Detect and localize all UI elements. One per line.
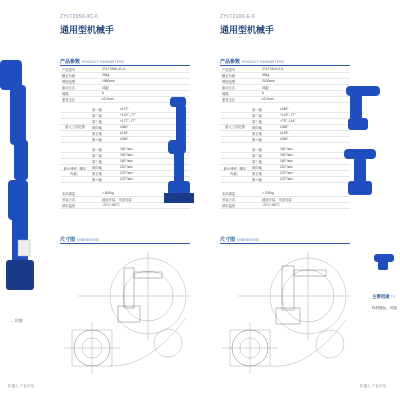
spec-value: 6 xyxy=(262,91,264,95)
spec-value: ≈ 700kg xyxy=(262,191,274,195)
axis-label: 第一轴 xyxy=(92,108,102,112)
right-dim-heading xyxy=(220,236,259,243)
axis-label: 第三轴 xyxy=(92,120,102,124)
spec-label: 轴数 xyxy=(222,92,229,96)
far-left-text: ... 切割 xyxy=(10,318,23,323)
spec-label: 额定负载 xyxy=(62,74,76,78)
left-robot-image xyxy=(150,95,196,205)
spec-label: 使用温度 xyxy=(62,204,76,208)
axis-value: ±115° xyxy=(120,131,129,135)
spec-label: 驱动方式 xyxy=(222,86,236,90)
axis-value: +75°,-144° xyxy=(280,119,296,123)
spec-value: 伺服 xyxy=(102,86,109,90)
speed-group-label: 最大速度（额定负载） xyxy=(63,167,87,176)
axis-label: 第六轴 xyxy=(92,138,102,142)
axis-value: ±125° xyxy=(280,131,289,135)
axis-label: 第三轴 xyxy=(252,160,262,164)
axis-label: 第一轴 xyxy=(252,148,262,152)
right-dim-title: 尺寸图 xyxy=(220,237,236,243)
far-right-sub: 物料搬运、焊接 xyxy=(372,306,398,310)
right-dim-rule xyxy=(220,243,350,244)
spec-label: 额定负载 xyxy=(222,74,236,78)
axis-value: ±360° xyxy=(120,125,129,129)
axis-value: 160°/sec xyxy=(280,147,293,151)
spec-value: ≈ 500kg xyxy=(102,191,114,195)
spec-value: 30kg xyxy=(102,73,110,77)
far-right-caption xyxy=(372,294,395,300)
right-robot-image-2 xyxy=(340,145,380,200)
axis-label: 第三轴 xyxy=(252,120,262,124)
spec-label: 臂展范围 xyxy=(222,80,236,84)
right-dim-title-en: DIMENSIONS xyxy=(237,238,260,242)
left-model-code: ZYLT2950-3C-6 xyxy=(60,14,99,20)
spec-value: 50kg xyxy=(262,73,270,77)
spec-value: 地面安装、吊顶安装 xyxy=(102,198,132,202)
spec-value: ±0.1mm xyxy=(102,97,114,101)
axis-value: 160°/sec xyxy=(280,159,293,163)
axis-label: 第二轴 xyxy=(92,154,102,158)
axis-value: 160°/sec xyxy=(120,159,133,163)
axis-label: 第五轴 xyxy=(252,132,262,136)
spec-value: ±0.1mm xyxy=(262,97,274,101)
left-spec-title: 产品参数 xyxy=(60,59,81,65)
spec-label: 轴数 xyxy=(62,92,69,96)
left-spec-title-en: PRODUCT PARAMETERS xyxy=(82,60,124,64)
axis-value: 222°/sec xyxy=(120,177,133,181)
axis-value: +140°,-77° xyxy=(280,113,296,117)
left-robot-photo xyxy=(0,40,34,300)
spec-label: 安装方式 xyxy=(62,198,76,202)
axis-value: ±170° xyxy=(120,107,129,111)
axis-value: ±180° xyxy=(280,107,289,111)
far-right-title-en: TY xyxy=(390,295,396,299)
far-right-title: 主要用途 xyxy=(372,294,390,299)
axis-value: +140°,-77° xyxy=(120,113,136,117)
axis-label: 第六轴 xyxy=(252,178,262,182)
spec-label: 产品型号 xyxy=(222,68,236,72)
axis-label: 第一轴 xyxy=(252,108,262,112)
spec-label: 重复定位 xyxy=(222,98,236,102)
axis-label: 第五轴 xyxy=(252,172,262,176)
spec-label: 安装方式 xyxy=(222,198,236,202)
spec-value: -20°C~60°C xyxy=(262,203,280,207)
spec-value: 6 xyxy=(102,91,104,95)
spec-value: 1960mm xyxy=(102,79,115,83)
spec-value: 地面安装、吊顶安装 xyxy=(262,198,292,202)
axis-label: 第四轴 xyxy=(92,126,102,130)
axis-value: 160°/sec xyxy=(120,153,133,157)
right-footer-text: 机器人 产业应用 xyxy=(360,384,387,388)
left-dimension-drawing xyxy=(58,248,193,378)
spec-value: -20°C~60°C xyxy=(102,203,120,207)
range-group-label: 最大工作范围 xyxy=(65,125,85,129)
axis-label: 第四轴 xyxy=(92,166,102,170)
axis-label: 第一轴 xyxy=(92,148,102,152)
speed-group-label: 最大速度（额定负载） xyxy=(223,167,247,176)
right-spec-title-en: PRODUCT PARAMETERS xyxy=(242,60,284,64)
right-model-code: ZYLT2100-E-6 xyxy=(220,14,255,20)
far-right-robot xyxy=(372,248,398,274)
spec-value: ZYLT2950-3C-6 xyxy=(102,67,126,71)
left-footer-text: 机器人 产业应用 xyxy=(8,384,35,388)
axis-label: 第四轴 xyxy=(252,126,262,130)
axis-value: 222°/sec xyxy=(280,165,293,169)
range-group-label: 最大工作范围 xyxy=(225,125,245,129)
spec-value: 伺服 xyxy=(262,86,269,90)
axis-label: 第五轴 xyxy=(92,132,102,136)
axis-value: 160°/sec xyxy=(120,147,133,151)
spec-label: 产品型号 xyxy=(62,68,76,72)
axis-value: ±360° xyxy=(280,125,289,129)
axis-label: 第二轴 xyxy=(252,154,262,158)
spec-label: 臂展范围 xyxy=(62,80,76,84)
left-page-title: 通用型机械手 xyxy=(60,25,115,35)
spec-label: 本体重量 xyxy=(62,192,76,196)
spec-label: 使用温度 xyxy=(222,204,236,208)
axis-label: 第二轴 xyxy=(252,114,262,118)
axis-label: 第四轴 xyxy=(252,166,262,170)
spec-value: ZYLT2100-E-6 xyxy=(262,67,284,71)
axis-label: 第二轴 xyxy=(92,114,102,118)
axis-value: ±360° xyxy=(280,137,289,141)
axis-label: 第六轴 xyxy=(92,178,102,182)
right-dimension-drawing xyxy=(218,248,353,378)
axis-value: 222°/sec xyxy=(120,165,133,169)
spec-label: 本体重量 xyxy=(222,192,236,196)
left-spec-heading xyxy=(60,58,124,65)
axis-label: 第六轴 xyxy=(252,138,262,142)
right-page-title: 通用型机械手 xyxy=(220,25,275,35)
left-dim-title-en: DIMENSIONS xyxy=(77,238,100,242)
spec-label: 重复定位 xyxy=(62,98,76,102)
axis-value: 160°/sec xyxy=(280,153,293,157)
right-robot-image xyxy=(344,80,384,140)
right-spec-title: 产品参数 xyxy=(220,59,241,65)
spec-label: 驱动方式 xyxy=(62,86,76,90)
left-dim-heading xyxy=(60,236,99,243)
axis-label: 第三轴 xyxy=(92,160,102,164)
right-spec-table xyxy=(220,66,350,218)
axis-label: 第五轴 xyxy=(92,172,102,176)
spec-value: 2100mm xyxy=(262,79,275,83)
right-spec-heading xyxy=(220,58,284,65)
axis-value: +177°,-77° xyxy=(120,119,136,123)
axis-value: ±360° xyxy=(120,137,129,141)
axis-value: 222°/sec xyxy=(280,177,293,181)
left-dim-title: 尺寸图 xyxy=(60,237,76,243)
left-dim-rule xyxy=(60,243,190,244)
axis-value: 222°/sec xyxy=(280,171,293,175)
axis-value: 222°/sec xyxy=(120,171,133,175)
